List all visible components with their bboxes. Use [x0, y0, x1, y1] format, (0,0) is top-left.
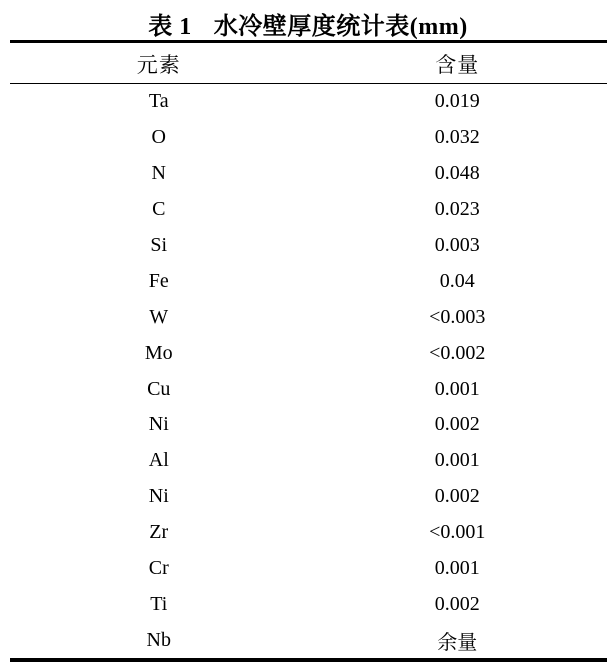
- table-row: [10, 586, 607, 622]
- table-caption-number: 表 1: [148, 13, 192, 40]
- table-row: [10, 263, 607, 299]
- content-cell: <0.001: [429, 521, 486, 544]
- table-row: [10, 371, 607, 407]
- table-row: [10, 192, 607, 228]
- table-body: [10, 84, 607, 661]
- content-cell: 0.032: [434, 126, 480, 149]
- content-cell: 0.04: [439, 269, 475, 292]
- table-row: [10, 515, 607, 551]
- table-row: [10, 120, 607, 156]
- table-row: [10, 479, 607, 515]
- element-cell: N: [151, 162, 166, 185]
- table-row: [10, 443, 607, 479]
- element-cell: Cu: [147, 377, 171, 400]
- content-cell: <0.003: [429, 305, 486, 328]
- element-cell: Nb: [146, 628, 171, 651]
- table-caption: [0, 0, 616, 40]
- table-row: [10, 407, 607, 443]
- table-row: [10, 84, 607, 120]
- table-caption-title: 水冷壁厚度统计表(mm): [213, 13, 468, 40]
- composition-table: [10, 40, 607, 662]
- element-cell: O: [151, 126, 166, 149]
- element-cell: C: [152, 198, 166, 221]
- content-cell: 0.002: [434, 485, 480, 508]
- column-header-element: 元素: [10, 42, 309, 84]
- content-cell: <0.002: [429, 341, 486, 364]
- element-cell: Ni: [148, 485, 169, 508]
- table-row: [10, 622, 607, 660]
- table-row: [10, 156, 607, 192]
- table-row: [10, 299, 607, 335]
- element-cell: W: [149, 305, 169, 328]
- content-cell: 0.019: [434, 90, 480, 113]
- content-cell: 0.001: [434, 377, 480, 400]
- content-cell: 0.001: [434, 449, 480, 472]
- table-row: [10, 335, 607, 371]
- element-cell: Si: [150, 234, 168, 256]
- table-header: [10, 42, 607, 84]
- table-row: [10, 228, 607, 264]
- content-cell: 0.002: [434, 413, 480, 436]
- column-header-content: 含量: [308, 42, 607, 84]
- content-cell: 0.023: [434, 198, 480, 221]
- content-cell: 0.048: [434, 162, 480, 185]
- content-cell: 余量: [437, 631, 478, 654]
- content-cell: 0.003: [434, 234, 480, 256]
- table-row: [10, 551, 607, 587]
- element-cell: Zr: [149, 521, 169, 544]
- content-cell: 0.002: [434, 592, 480, 615]
- element-cell: Cr: [148, 557, 169, 580]
- content-cell: 0.001: [434, 557, 480, 580]
- header-row: [10, 42, 607, 84]
- element-cell: Ni: [148, 413, 169, 436]
- element-cell: Mo: [144, 341, 173, 364]
- element-cell: Ti: [150, 592, 168, 615]
- element-cell: Al: [148, 449, 169, 472]
- element-cell: Ta: [148, 90, 169, 113]
- element-cell: Fe: [148, 269, 169, 292]
